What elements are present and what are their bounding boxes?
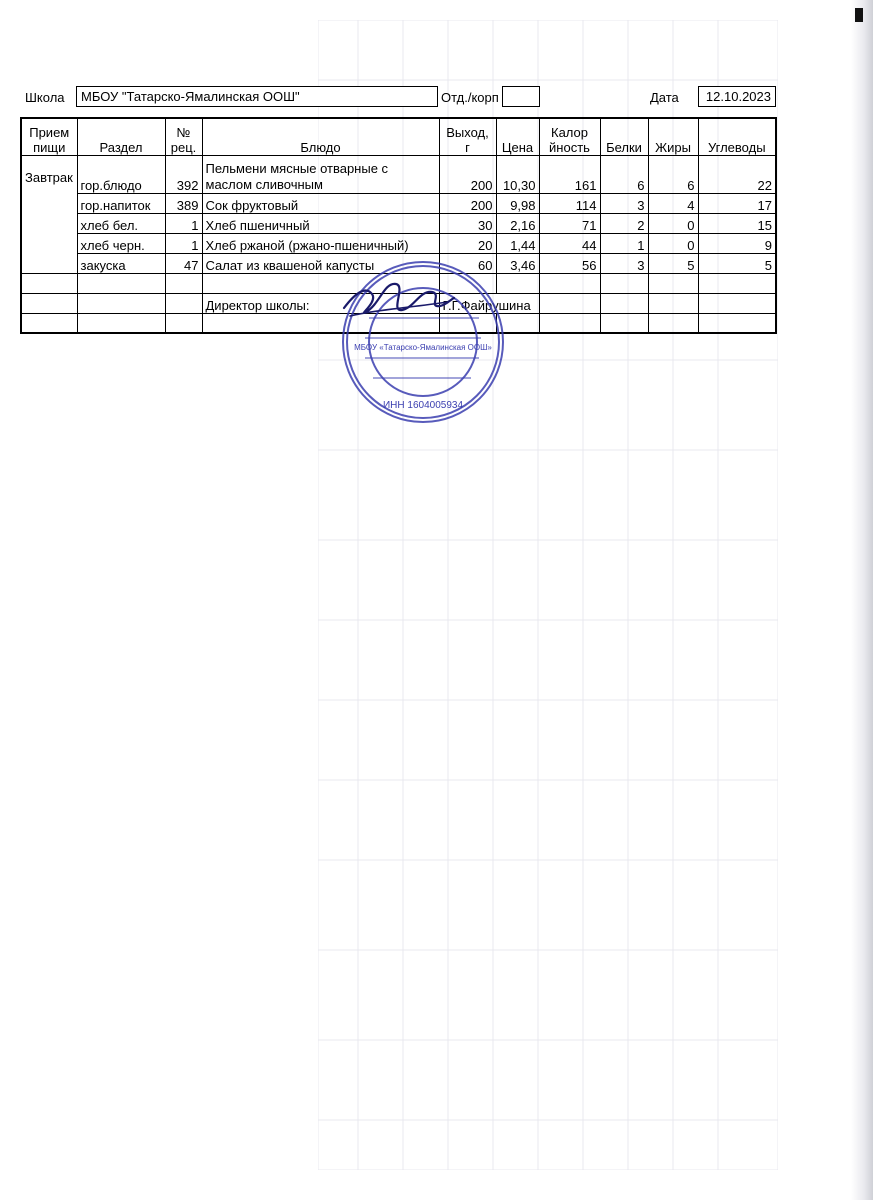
section-cell: хлеб черн.	[77, 233, 165, 253]
col-dish: Блюдо	[202, 118, 439, 155]
protein-cell: 1	[600, 233, 648, 253]
col-fat: Жиры	[648, 118, 698, 155]
col-weight: Выход, г	[439, 118, 496, 155]
price-cell: 3,46	[496, 253, 539, 273]
carbs-cell: 9	[698, 233, 776, 253]
recipe-cell: 1	[165, 213, 202, 233]
scanned-page-edge	[851, 0, 873, 1200]
table-row	[21, 193, 776, 213]
weight-cell: 30	[439, 213, 496, 233]
table-row	[21, 233, 776, 253]
price-cell: 2,16	[496, 213, 539, 233]
section-cell: хлеб бел.	[77, 213, 165, 233]
handwritten-signature	[336, 272, 456, 332]
calories-cell: 56	[539, 253, 600, 273]
carbs-cell: 5	[698, 253, 776, 273]
section-cell: закуска	[77, 253, 165, 273]
meal-cell: Завтрак	[21, 155, 77, 273]
school-field: МБОУ "Татарско-Ямалинская ООШ"	[76, 86, 438, 107]
recipe-cell: 47	[165, 253, 202, 273]
director-label: Директор школы:	[202, 293, 439, 313]
date-field: 12.10.2023	[698, 86, 776, 107]
table-row	[21, 155, 776, 193]
col-protein: Белки	[600, 118, 648, 155]
col-price: Цена	[496, 118, 539, 155]
calories-cell: 161	[539, 155, 600, 193]
stamp-center: МБОУ «Татарско-Ямалинская ООШ»	[354, 343, 492, 352]
director-name: Г.Г.Файрушина	[439, 293, 539, 313]
carbs-cell: 15	[698, 213, 776, 233]
price-cell: 1,44	[496, 233, 539, 253]
weight-cell: 60	[439, 253, 496, 273]
calories-cell: 71	[539, 213, 600, 233]
col-calories: Калор йность	[539, 118, 600, 155]
calories-cell: 114	[539, 193, 600, 213]
protein-cell: 2	[600, 213, 648, 233]
date-label: Дата	[650, 90, 679, 105]
calories-cell: 44	[539, 233, 600, 253]
section-cell: гор.напиток	[77, 193, 165, 213]
col-meal: Прием пищи	[21, 118, 77, 155]
recipe-cell: 1	[165, 233, 202, 253]
price-cell: 9,98	[496, 193, 539, 213]
carbs-cell: 22	[698, 155, 776, 193]
fat-cell: 0	[648, 213, 698, 233]
fat-cell: 5	[648, 253, 698, 273]
weight-cell: 200	[439, 155, 496, 193]
fat-cell: 4	[648, 193, 698, 213]
scan-corner-mark	[855, 8, 863, 22]
protein-cell: 3	[600, 193, 648, 213]
weight-cell: 20	[439, 233, 496, 253]
stamp-inn: ИНН 1604005934	[382, 400, 464, 411]
school-label: Школа	[25, 90, 65, 105]
dish-cell: Пельмени мясные отварные с маслом сливочным	[202, 155, 439, 193]
table-row	[21, 213, 776, 233]
price-cell: 10,30	[496, 155, 539, 193]
protein-cell: 3	[600, 253, 648, 273]
col-carbs: Углеводы	[698, 118, 776, 155]
protein-cell: 6	[600, 155, 648, 193]
dish-cell: Хлеб пшеничный	[202, 213, 439, 233]
recipe-cell: 389	[165, 193, 202, 213]
section-cell: гор.блюдо	[77, 155, 165, 193]
recipe-cell: 392	[165, 155, 202, 193]
dish-cell: Салат из квашеной капусты	[202, 253, 439, 273]
dish-cell: Хлеб ржаной (ржано-пшеничный)	[202, 233, 439, 253]
col-recipe: № рец.	[165, 118, 202, 155]
carbs-cell: 17	[698, 193, 776, 213]
weight-cell: 200	[439, 193, 496, 213]
table-header-row	[21, 118, 776, 155]
dish-cell: Сок фруктовый	[202, 193, 439, 213]
dept-label: Отд./корп	[441, 90, 499, 105]
fat-cell: 6	[648, 155, 698, 193]
fat-cell: 0	[648, 233, 698, 253]
dept-field	[502, 86, 540, 107]
col-section: Раздел	[77, 118, 165, 155]
